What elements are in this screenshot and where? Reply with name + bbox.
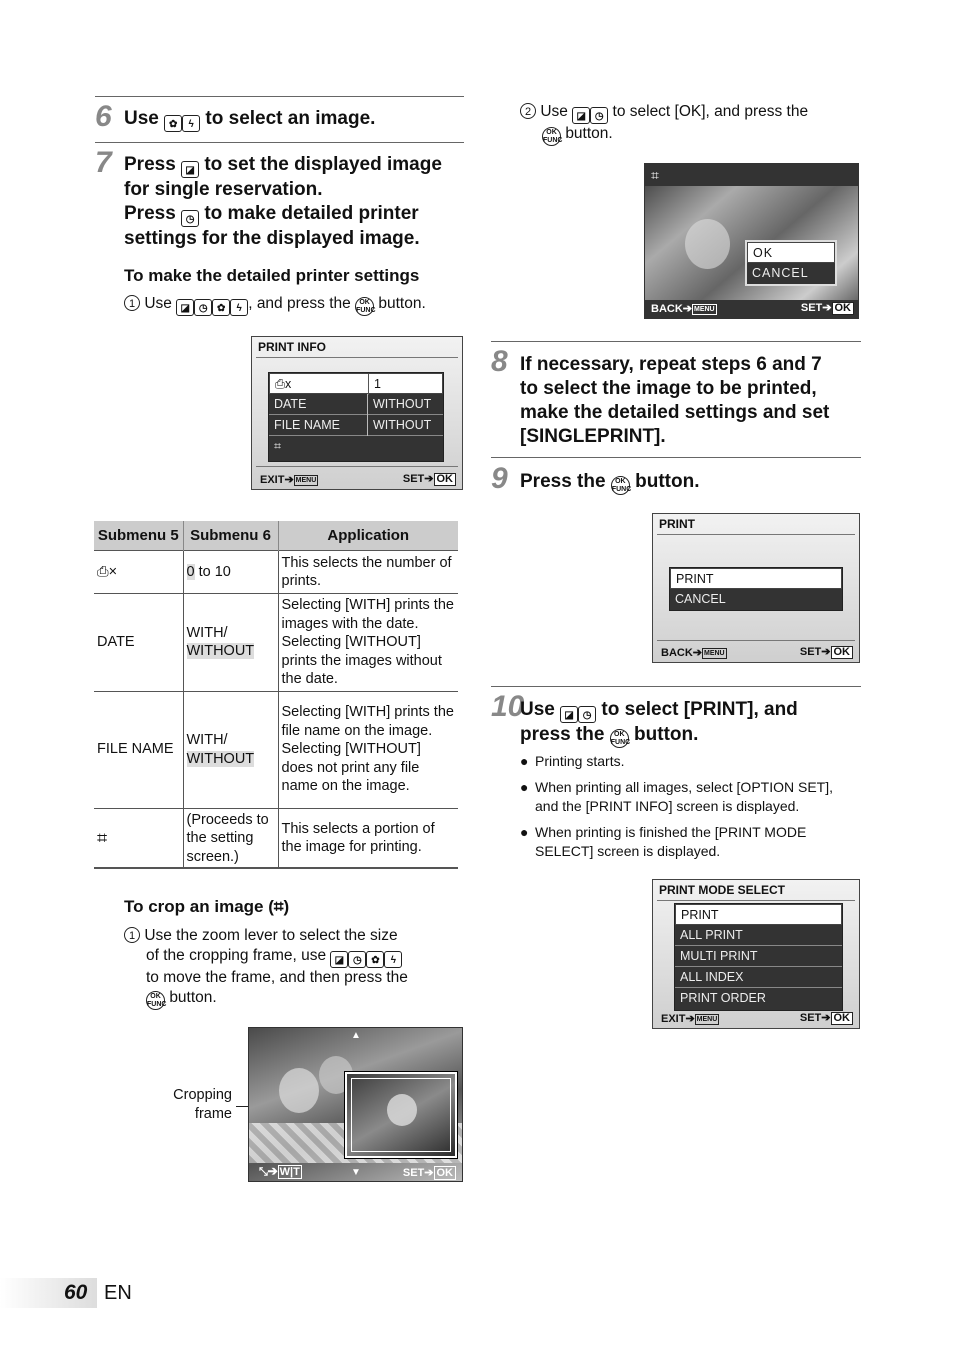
language-label: EN xyxy=(104,1282,132,1304)
divider xyxy=(491,341,861,342)
step-10-bullets xyxy=(520,752,855,861)
divider xyxy=(491,686,861,687)
cropping-frame[interactable] xyxy=(345,1072,457,1158)
confirm-set: SET➔ OK xyxy=(801,301,854,315)
right-button-icon: ϟ xyxy=(230,299,248,316)
print-screen-back: BACK➔ MENU xyxy=(661,647,725,659)
cropping-frame-label: Cropping frame xyxy=(173,1087,232,1122)
list-item: ● When printing is finished the [PRINT MODE SELECT] screen is displayed. xyxy=(520,824,807,859)
right-button-icon: ϟ xyxy=(182,115,200,132)
ok-func-button-icon: OK FUNC xyxy=(147,993,167,1008)
print-mode-print-option[interactable]: PRINT xyxy=(675,904,842,925)
up-button-icon: ◪ xyxy=(572,107,590,124)
crop-heading: To crop an image (⌗) xyxy=(124,897,290,916)
photo-face xyxy=(279,1068,319,1113)
table-row: DATE WITH/ WITHOUT Selecting [WITH] prints the images with the date. Selecting [WITHOUT] prints the images without the date. xyxy=(94,594,458,692)
print-mode-print-order-option[interactable]: PRINT ORDER xyxy=(680,991,766,1005)
print-info-row-crop[interactable] xyxy=(269,436,443,457)
print-mode-menu xyxy=(674,903,843,1011)
confirm-menu xyxy=(745,240,837,286)
up-button-icon: ◪ xyxy=(181,161,199,178)
left-button-icon: ◷ xyxy=(578,706,596,723)
table-header: Submenu 6 xyxy=(183,521,278,551)
crop-set-hint: SET➔ OK xyxy=(403,1166,456,1179)
step-9-number: 9 xyxy=(491,462,508,495)
crop-icon: ⌗ xyxy=(645,164,859,186)
step-6-number: 6 xyxy=(95,100,112,133)
list-item: ● Printing starts. xyxy=(520,753,625,769)
print-mode-select-screen xyxy=(652,879,860,1029)
table-row: ⎙× 0 to 10 This selects the number of prints. xyxy=(94,551,458,594)
ok-func-button-icon: OK FUNC xyxy=(356,299,376,314)
down-button-icon: ✿ xyxy=(366,951,384,968)
list-item: ● When printing all images, select [OPTION SET], and the [PRINT INFO] screen is displayed. xyxy=(520,779,833,814)
step-10-text: Use ◪ ◷ to select [PRINT], and press the OK FUNC button. xyxy=(520,699,798,746)
up-button-icon: ◪ xyxy=(176,299,194,316)
table-bottom-rule xyxy=(94,867,458,868)
print-info-row-date[interactable]: DATE WITHOUT xyxy=(269,394,443,415)
print-copies-icon: ⎙× xyxy=(97,563,118,580)
crop-icon: ⌗ xyxy=(274,439,282,453)
bullet-icon: ● xyxy=(520,753,529,769)
crop-icon: ⌗ xyxy=(273,897,284,916)
print-screen-cancel-option[interactable]: CANCEL xyxy=(675,592,726,606)
scroll-up-icon: ▲ xyxy=(351,1030,361,1041)
ok-func-button-icon: OK FUNC xyxy=(611,478,632,493)
print-screen-print-option[interactable]: PRINT xyxy=(670,568,842,589)
bullet-icon: ● xyxy=(520,824,529,840)
print-info-set: SET➔ OK xyxy=(403,472,456,486)
up-button-icon: ◪ xyxy=(560,706,578,723)
confirm-ok-option[interactable]: OK xyxy=(747,242,835,263)
crop-item-1: 1 Use the zoom lever to select the size of the cropping frame, use ◪ ◷ ✿ ϟ to move the frame, and then press the OK FUNC button. xyxy=(124,926,454,1010)
down-button-icon: ✿ xyxy=(164,115,182,132)
step-9-text: Press the OK FUNC button. xyxy=(520,471,700,493)
zoom-hint: ⤡➔ W|T xyxy=(259,1166,300,1178)
divider xyxy=(95,96,464,97)
table-row: FILE NAME WITH/ WITHOUT Selecting [WITH] prints the file name on the image. Selecting [WITHOUT] does not print any file name on the image. xyxy=(94,691,458,808)
ok-item-2: 2 Use ◪ ◷ to select [OK], and press the OK FUNC button. xyxy=(520,102,860,146)
confirm-cancel-option[interactable]: CANCEL xyxy=(752,266,809,280)
bullet-icon: ● xyxy=(520,779,529,795)
down-button-icon: ✿ xyxy=(212,299,230,316)
divider xyxy=(95,142,464,143)
table-header: Application xyxy=(278,521,458,551)
confirm-back: BACK➔ MENU xyxy=(651,303,715,315)
up-button-icon: ◪ xyxy=(330,951,348,968)
step-7-number: 7 xyxy=(95,146,112,179)
print-info-screen xyxy=(251,336,463,490)
print-info-menu xyxy=(268,372,444,462)
crop-icon: ⌗ xyxy=(97,828,108,848)
print-mode-multi-print-option[interactable]: MULTI PRINT xyxy=(675,946,842,967)
left-button-icon: ◷ xyxy=(181,210,199,227)
detailed-settings-heading: To make the detailed printer settings xyxy=(124,266,420,285)
print-mode-all-print-option[interactable]: ALL PRINT xyxy=(675,925,842,946)
crop-preview-photo xyxy=(248,1027,463,1182)
print-info-title: PRINT INFO xyxy=(258,340,326,354)
table-header: Submenu 5 xyxy=(94,521,183,551)
page-number: 60 xyxy=(64,1281,88,1304)
left-button-icon: ◷ xyxy=(348,951,366,968)
crop-confirm-screen xyxy=(644,163,859,319)
step-8-text: If necessary, repeat steps 6 and 7 to select the image to be printed, make the detailed settings and set [SINGLEPRINT]. xyxy=(520,354,830,447)
scroll-down-icon: ▼ xyxy=(351,1167,361,1178)
print-screen-title: PRINT xyxy=(659,517,695,531)
submenu-table xyxy=(94,521,458,869)
left-button-icon: ◷ xyxy=(590,107,608,124)
photo-face xyxy=(685,219,730,269)
ok-func-button-icon: OK FUNC xyxy=(543,129,563,144)
left-button-icon: ◷ xyxy=(194,299,212,316)
step-6-text: Use ✿ ϟ to select an image. xyxy=(124,108,376,130)
print-screen-menu xyxy=(669,567,843,611)
step-8-number: 8 xyxy=(491,345,508,378)
print-mode-title: PRINT MODE SELECT xyxy=(659,883,786,897)
right-button-icon: ϟ xyxy=(384,951,402,968)
print-info-exit: EXIT➔ MENU xyxy=(260,474,317,486)
print-mode-all-index-option[interactable]: ALL INDEX xyxy=(675,967,842,988)
print-screen xyxy=(652,513,860,663)
print-screen-set: SET➔ OK xyxy=(800,645,853,659)
print-mode-exit: EXIT➔ MENU xyxy=(661,1013,718,1025)
ok-func-button-icon: OK FUNC xyxy=(610,731,631,746)
table-row: ⌗ (Proceeds to the setting screen.) This selects a portion of the image for printing. xyxy=(94,808,458,869)
print-info-row-copies[interactable]: ⎙x 1 xyxy=(269,373,443,394)
step-7-text: Press ◪ to set the displayed image for single reservation. Press ◷ to make detailed printer settings for the displayed image. xyxy=(124,154,442,249)
step-10-number: 10 xyxy=(491,690,525,723)
print-copies-icon: ⎙ xyxy=(275,377,286,391)
divider xyxy=(491,457,861,458)
print-info-row-file-name[interactable]: FILE NAME WITHOUT xyxy=(269,415,443,436)
detailed-settings-item-1: 1 Use ◪ ◷ ✿ ϟ , and press the OK FUNC button. xyxy=(124,294,426,316)
print-mode-set: SET➔ OK xyxy=(800,1011,853,1025)
